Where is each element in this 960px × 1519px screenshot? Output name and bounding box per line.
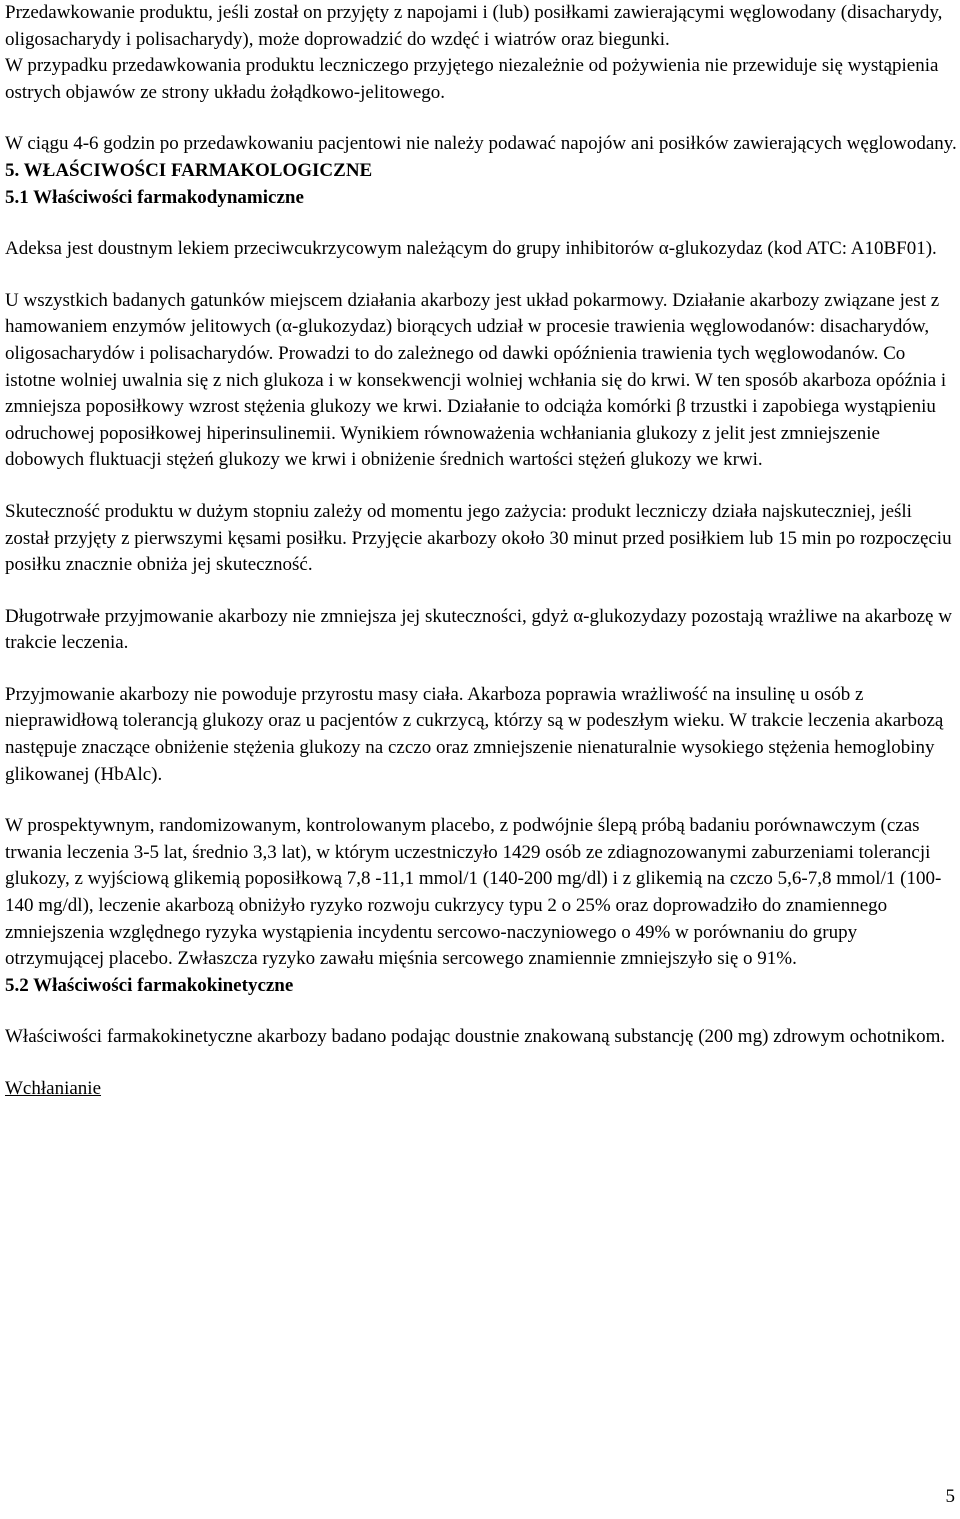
paragraph-overdose-advice: W ciągu 4-6 godzin po przedawkowaniu pacjentowi nie należy podawać napojów ani posiłków zawierających węglowodany.	[5, 133, 957, 155]
subsection-heading-pharmacokinetic: 5.2 Właściwości farmakokinetyczne	[5, 974, 294, 996]
paragraph-pk-intro: Właściwości farmakokinetyczne akarbozy badano podając doustnie znakowaną substancję (200 mg) zdrowym ochotnikom.	[5, 1026, 946, 1048]
document-page	[5, 0, 957, 1103]
paragraph-mechanism: U wszystkich badanych gatunków miejscem działania akarbozy jest układ pokarmowy. Działanie akarbozy związane jest z hamowaniem enzymów jelitowych (α-glukozydaz) biorących udział w procesie trawienia węglowodanów: disacharydów, oligosacharydów i polisacharydów. Prowadzi to do zależnego od dawki opóźnienia trawienia tych węglowodanów. Co istotne wolniej uwalnia się z nich glukoza i w konsekwencji wolniej wchłania się do krwi. W ten sposób akarboza opóźnia i zmniejsza poposiłkowy wzrost stężenia glukozy we krwi. Działanie to odciąża komórki β trzustki i zapobiega wystąpieniu odruchowej poposiłkowej hiperinsulinemii. Wynikiem równoważenia wchłaniania glukozy z jelit jest zmniejszenie dobowych fluktuacji stężeń glukozy we krwi i obniżenie średnich wartości stężeń glukozy we krwi.	[5, 289, 947, 471]
section-heading-pharmacological: 5. WŁAŚCIWOŚCI FARMAKOLOGICZNE	[5, 159, 373, 181]
page-number: 5	[945, 1486, 955, 1507]
paragraph-overdose-symptoms: Przedawkowanie produktu, jeśli został on przyjęty z napojami i (lub) posiłkami zawierającymi węglowodany (disacharydy, oligosacharydy i polisacharydy), może doprowadzić do wzdęć i wiatrów oraz biegunki.	[5, 2, 943, 50]
subsection-heading-pharmacodynamic: 5.1 Właściwości farmakodynamiczne	[5, 186, 304, 208]
paragraph-overdose-independent: W przypadku przedawkowania produktu leczniczego przyjętego niezależnie od pożywienia nie przewiduje się wystąpienia ostrych objawów ze strony układu żołądkowo-jelitowego.	[5, 55, 939, 103]
paragraph-body-weight: Przyjmowanie akarbozy nie powoduje przyrostu masy ciała. Akarboza poprawia wrażliwość na insulinę u osób z nieprawidłową tolerancją glukozy oraz u pacjentów z cukrzycą, którzy są w podeszłym wieku. W trakcie leczenia akarbozą następuje znaczące obniżenie stężenia glukozy na czczo oraz zmniejszenie nienaturalnie wysokiego stężenia hemoglobiny glikowanej (HbAlc).	[5, 683, 944, 785]
paragraph-clinical-study: W prospektywnym, randomizowanym, kontrolowanym placebo, z podwójnie ślepą próbą badaniu porównawczym (czas trwania leczenia 3-5 lat, średnio 3,3 lat), w którym uczestniczyło 1429 osób ze zdiagnozowanymi zaburzeniami tolerancji glukozy, z wyjściową glikemią poposiłkową 7,8 -11,1 mmol/1 (140-200 mg/dl) i z glikemią na czczo 5,6-7,8 mmol/1 (100-140 mg/dl), leczenie akarbozą obniżyło ryzyko rozwoju cukrzycy typu 2 o 25% oraz doprowadziło do znamiennego zmniejszenia względnego ryzyka wystąpienia incydentu sercowo-naczyniowego o 49% w porównaniu do grupy otrzymującej placebo. Zwłaszcza ryzyko zawału mięśnia sercowego znamiennie zmniejszyło się o 91%.	[5, 815, 942, 970]
paragraph-efficacy-timing: Skuteczność produktu w dużym stopniu zależy od momentu jego zażycia: produkt leczniczy działa najskuteczniej, jeśli został przyjęty z pierwszymi kęsami posiłku. Przyjęcie akarbozy około 30 minut przed posiłkiem lub 15 min po rozpoczęciu posiłku znacznie obniża jej skuteczność.	[5, 500, 952, 576]
paragraph-long-term: Długotrwałe przyjmowanie akarbozy nie zmniejsza jej skuteczności, gdyż α-glukozydazy pozostają wrażliwe na akarbozę w trakcie leczenia.	[5, 605, 952, 654]
paragraph-atc: Adeksa jest doustnym lekiem przeciwcukrzycowym należącym do grupy inhibitorów α-glukozydaz (kod ATC: A10BF01).	[5, 238, 937, 260]
subheading-absorption: Wchłanianie	[5, 1078, 102, 1099]
